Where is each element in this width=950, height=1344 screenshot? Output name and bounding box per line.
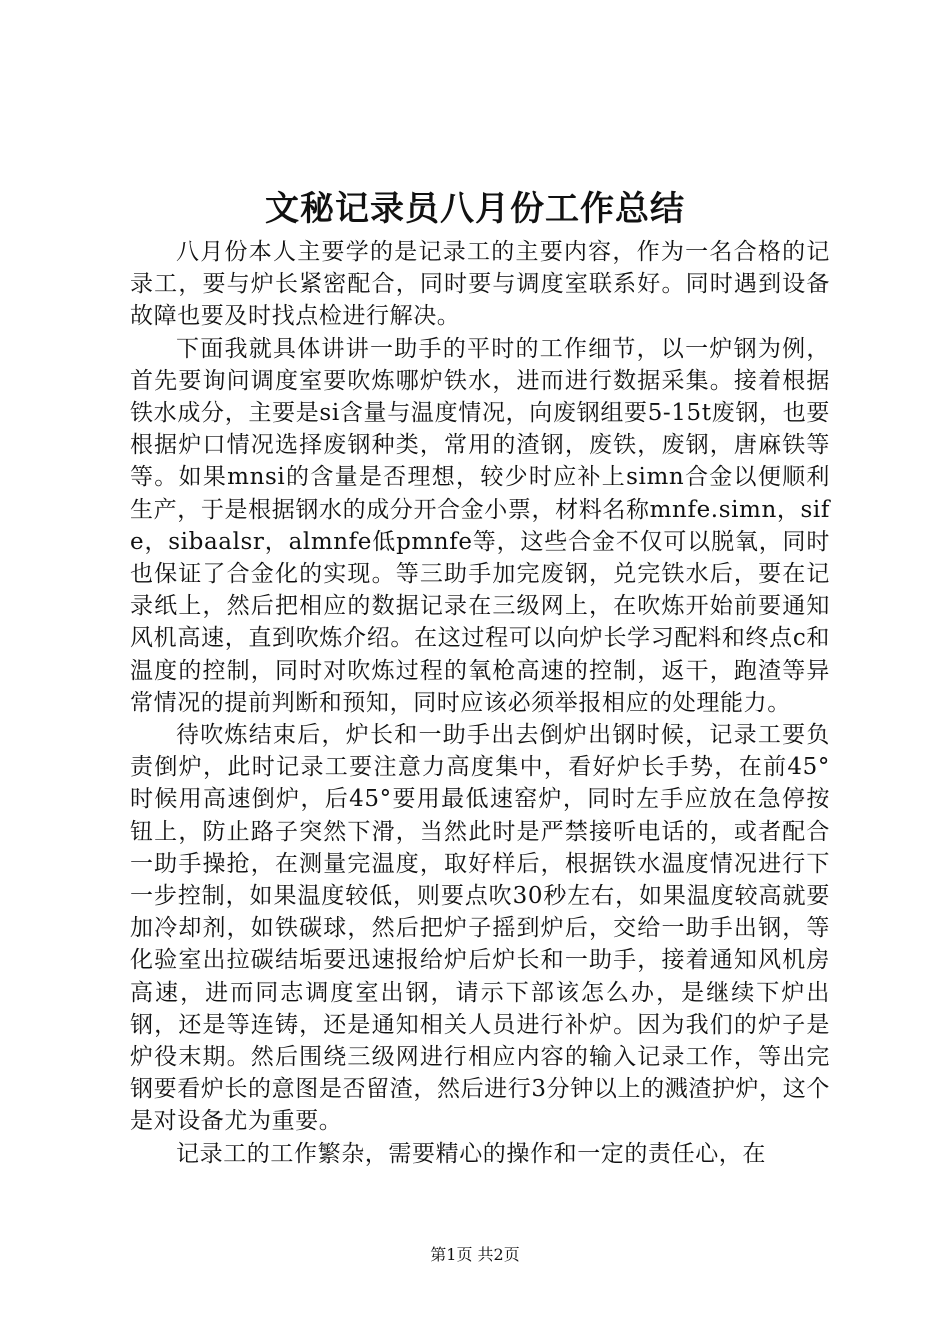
document-body <box>130 236 830 1170</box>
document-title: 文秘记录员八月份工作总结 <box>265 189 685 229</box>
paragraph-2: 下面我就具体讲讲一助手的平时的工作细节，以一炉钢为例，首先要询问调度室要吹炼哪炉铁水，进而进行数据采集。接着根据铁水成分，主要是si含量与温度情况，向废钢组要5-15t废钢，也要根据炉口情况选择废钢种类，常用的渣钢，废铁，废钢，唐麻铁等等。如果mnsi的含量是否理想，较少时应补上simn合金以便顺利生产，于是根据钢水的成分开合金小票，材料名称mnfe.simn，sife，sibaalsr，almnfe低pmnfe等，这些合金不仅可以脱氧，同时也保证了合金化的实现。等三助手加完废钢，兑完铁水后，要在记录纸上，然后把相应的数据记录在三级网上，在吹炼开始前要通知风机高速，直到吹炼介绍。在这过程可以向炉长学习配料和终点c和温度的控制，同时对吹炼过程的氧枪高速的控制，返干，跑渣等异常情况的提前判断和预知，同时应该必须举报相应的处理能力。 <box>130 335 830 716</box>
paragraph-1: 八月份本人主要学的是记录工的主要内容，作为一名合格的记录工，要与炉长紧密配合，同时要与调度室联系好。同时遇到设备故障也要及时找点检进行解决。 <box>130 239 830 330</box>
page-number-footer: 第1页 共2页 <box>430 1245 520 1264</box>
paragraph-4: 记录工的工作繁杂，需要精心的操作和一定的责任心，在 <box>176 1140 766 1167</box>
paragraph-3: 待吹炼结束后，炉长和一助手出去倒炉出钢时候，记录工要负责倒炉，此时记录工要注意力高度集中，看好炉长手势，在前45°时候用高速倒炉，后45°要用最低速窑炉，同时左手应放在急停按钮上，防止路子突然下滑，当然此时是严禁接听电话的，或者配合一助手操抢，在测量完温度，取好样后，根据铁水温度情况进行下一步控制，如果温度较低，则要点吹30秒左右，如果温度较高就要加冷却剂，如铁碳球，然后把炉子摇到炉后，交给一助手出钢，等化验室出拉碳结垢要迅速报给炉后炉长和一助手，接着通知风机房高速，进而同志调度室出钢，请示下部该怎么办，是继续下炉出钢，还是等连铸，还是通知相关人员进行补炉。因为我们的炉子是炉役末期。然后围绕三级网进行相应内容的输入记录工作，等出完钢要看炉长的意图是否留渣，然后进行3分钟以上的溅渣护炉，这个是对设备尤为重要。 <box>130 722 830 1135</box>
